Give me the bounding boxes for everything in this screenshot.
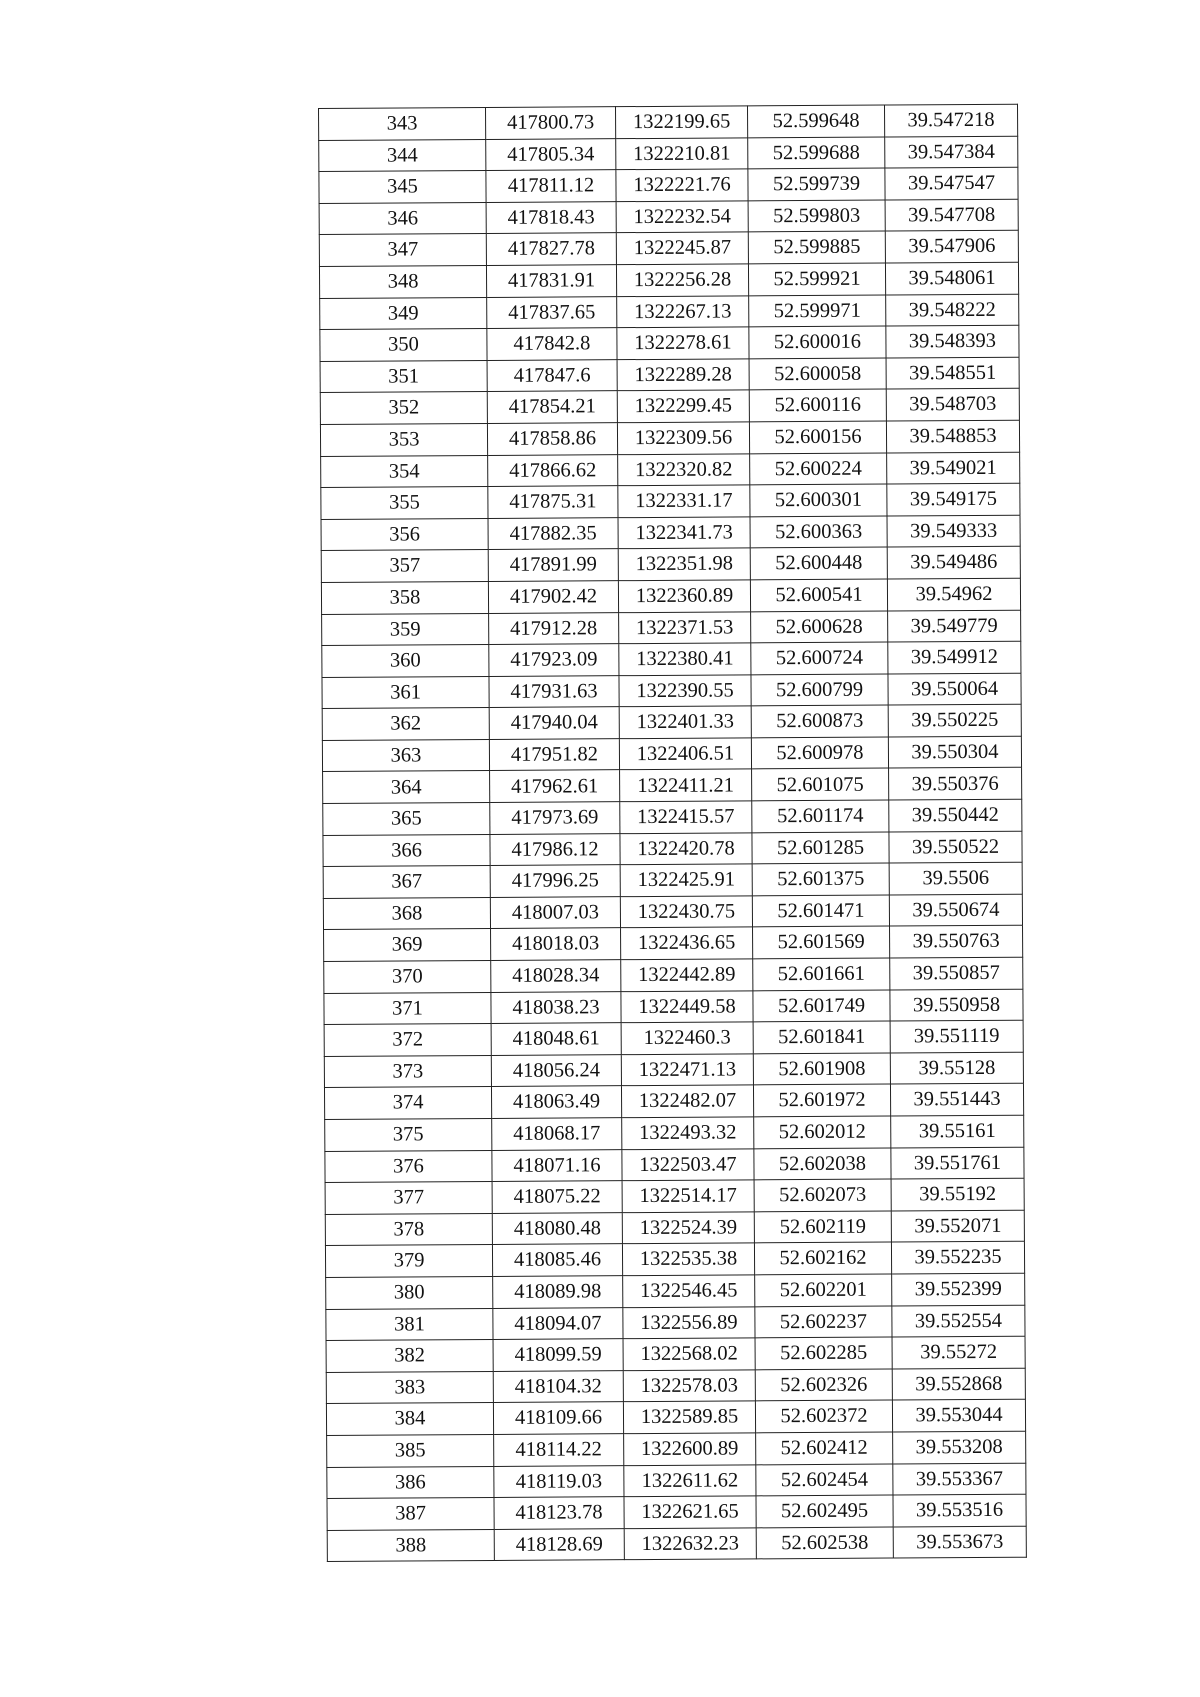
longitude-cell: 39.55272 — [892, 1336, 1025, 1368]
y-coordinate-cell: 1322503.47 — [622, 1148, 754, 1180]
table-row — [326, 1273, 1025, 1309]
longitude-cell: 39.553208 — [893, 1431, 1026, 1463]
latitude-cell: 52.600628 — [751, 611, 888, 643]
longitude-cell: 39.5506 — [889, 862, 1022, 894]
latitude-cell: 52.599803 — [748, 200, 885, 232]
latitude-cell: 52.602038 — [754, 1148, 891, 1180]
x-coordinate-cell: 418028.34 — [491, 960, 621, 992]
coordinate-table-body — [319, 104, 1027, 1562]
x-coordinate-cell: 417842.8 — [487, 328, 617, 360]
table-row — [327, 1463, 1026, 1499]
x-coordinate-cell: 418128.69 — [494, 1528, 624, 1560]
longitude-cell: 39.547384 — [885, 136, 1018, 168]
table-row — [321, 515, 1020, 551]
latitude-cell: 52.600058 — [749, 358, 886, 390]
point-number-cell: 360 — [322, 645, 489, 678]
latitude-cell: 52.600541 — [750, 579, 887, 611]
point-number-cell: 373 — [324, 1055, 491, 1088]
x-coordinate-cell: 417940.04 — [489, 707, 619, 739]
point-number-cell: 364 — [323, 771, 490, 804]
latitude-cell: 52.599885 — [748, 231, 885, 263]
point-number-cell: 351 — [320, 360, 487, 393]
table-row — [323, 862, 1022, 898]
point-number-cell: 382 — [326, 1340, 493, 1373]
latitude-cell: 52.599648 — [747, 105, 884, 137]
longitude-cell: 39.54962 — [887, 578, 1020, 610]
y-coordinate-cell: 1322556.89 — [623, 1306, 755, 1338]
y-coordinate-cell: 1322360.89 — [618, 580, 750, 612]
point-number-cell: 372 — [324, 1024, 491, 1057]
table-row — [327, 1431, 1026, 1467]
longitude-cell: 39.547906 — [885, 231, 1018, 263]
longitude-cell: 39.550674 — [889, 894, 1022, 926]
x-coordinate-cell: 417902.42 — [488, 581, 618, 613]
point-number-cell: 385 — [327, 1434, 494, 1467]
point-number-cell: 347 — [319, 234, 486, 267]
x-coordinate-cell: 418080.48 — [492, 1212, 622, 1244]
point-number-cell: 380 — [326, 1276, 493, 1309]
latitude-cell: 52.602454 — [756, 1464, 893, 1496]
table-row — [319, 104, 1018, 140]
x-coordinate-cell: 417912.28 — [489, 612, 619, 644]
longitude-cell: 39.549912 — [888, 641, 1021, 673]
x-coordinate-cell: 417837.65 — [487, 296, 617, 328]
y-coordinate-cell: 1322221.76 — [616, 169, 748, 201]
x-coordinate-cell: 417811.12 — [486, 170, 616, 202]
latitude-cell: 52.601569 — [753, 926, 890, 958]
table-row — [319, 136, 1018, 172]
y-coordinate-cell: 1322621.65 — [624, 1496, 756, 1528]
longitude-cell: 39.551443 — [890, 1084, 1023, 1116]
x-coordinate-cell: 418119.03 — [494, 1465, 624, 1497]
latitude-cell: 52.600363 — [750, 516, 887, 548]
longitude-cell: 39.548393 — [886, 325, 1019, 357]
latitude-cell: 52.600156 — [749, 421, 886, 453]
x-coordinate-cell: 418109.66 — [493, 1402, 623, 1434]
latitude-cell: 52.602201 — [755, 1274, 892, 1306]
y-coordinate-cell: 1322482.07 — [621, 1085, 753, 1117]
table-row — [324, 1084, 1023, 1120]
point-number-cell: 358 — [321, 581, 488, 614]
point-number-cell: 371 — [324, 992, 491, 1025]
point-number-cell: 356 — [321, 518, 488, 551]
table-row — [322, 704, 1021, 740]
table-row — [323, 831, 1022, 867]
longitude-cell: 39.549175 — [887, 483, 1020, 515]
point-number-cell: 354 — [321, 455, 488, 488]
latitude-cell: 52.600224 — [750, 453, 887, 485]
y-coordinate-cell: 1322415.57 — [620, 801, 752, 833]
x-coordinate-cell: 417973.69 — [490, 802, 620, 834]
longitude-cell: 39.550522 — [889, 831, 1022, 863]
point-number-cell: 375 — [325, 1118, 492, 1151]
x-coordinate-cell: 417805.34 — [486, 138, 616, 170]
point-number-cell: 368 — [323, 897, 490, 930]
point-number-cell: 388 — [327, 1529, 494, 1562]
point-number-cell: 365 — [323, 803, 490, 836]
table-row — [324, 1052, 1023, 1088]
table-row — [319, 231, 1018, 267]
table-row — [322, 610, 1021, 646]
latitude-cell: 52.602162 — [754, 1242, 891, 1274]
table-row — [323, 799, 1022, 835]
latitude-cell: 52.602237 — [755, 1306, 892, 1338]
longitude-cell: 39.549333 — [887, 515, 1020, 547]
x-coordinate-cell: 418007.03 — [490, 897, 620, 929]
y-coordinate-cell: 1322578.03 — [623, 1370, 755, 1402]
table-row — [322, 736, 1021, 772]
latitude-cell: 52.601375 — [752, 863, 889, 895]
y-coordinate-cell: 1322299.45 — [617, 390, 749, 422]
point-number-cell: 357 — [321, 550, 488, 583]
longitude-cell: 39.550958 — [890, 989, 1023, 1021]
longitude-cell: 39.550442 — [889, 799, 1022, 831]
point-number-cell: 366 — [323, 834, 490, 867]
point-number-cell: 384 — [326, 1403, 493, 1436]
longitude-cell: 39.548551 — [886, 357, 1019, 389]
table-row — [319, 199, 1018, 235]
latitude-cell: 52.600301 — [750, 484, 887, 516]
y-coordinate-cell: 1322401.33 — [619, 706, 751, 738]
table-row — [321, 483, 1020, 519]
table-row — [324, 1020, 1023, 1056]
latitude-cell: 52.599688 — [748, 137, 885, 169]
longitude-cell: 39.549486 — [887, 547, 1020, 579]
y-coordinate-cell: 1322471.13 — [621, 1054, 753, 1086]
table-row — [322, 641, 1021, 677]
y-coordinate-cell: 1322380.41 — [619, 643, 751, 675]
longitude-cell: 39.550225 — [888, 704, 1021, 736]
point-number-cell: 353 — [320, 423, 487, 456]
y-coordinate-cell: 1322449.58 — [621, 990, 753, 1022]
point-number-cell: 383 — [326, 1371, 493, 1404]
x-coordinate-cell: 418104.32 — [493, 1370, 623, 1402]
y-coordinate-cell: 1322514.17 — [622, 1180, 754, 1212]
point-number-cell: 359 — [322, 613, 489, 646]
latitude-cell: 52.602119 — [754, 1211, 891, 1243]
x-coordinate-cell: 417818.43 — [486, 201, 616, 233]
longitude-cell: 39.553516 — [893, 1494, 1026, 1526]
x-coordinate-cell: 418056.24 — [491, 1054, 621, 1086]
longitude-cell: 39.55128 — [890, 1052, 1023, 1084]
y-coordinate-cell: 1322278.61 — [617, 327, 749, 359]
x-coordinate-cell: 417858.86 — [487, 423, 617, 455]
table-row — [326, 1368, 1025, 1404]
y-coordinate-cell: 1322430.75 — [620, 896, 752, 928]
longitude-cell: 39.549779 — [888, 610, 1021, 642]
point-number-cell: 345 — [319, 171, 486, 204]
latitude-cell: 52.601841 — [753, 1021, 890, 1053]
longitude-cell: 39.547708 — [885, 199, 1018, 231]
x-coordinate-cell: 417996.25 — [490, 865, 620, 897]
table-row — [320, 389, 1019, 425]
x-coordinate-cell: 417882.35 — [488, 517, 618, 549]
y-coordinate-cell: 1322320.82 — [618, 453, 750, 485]
table-row — [327, 1494, 1026, 1530]
point-number-cell: 379 — [325, 1245, 492, 1278]
latitude-cell: 52.600448 — [750, 547, 887, 579]
point-number-cell: 349 — [320, 297, 487, 330]
longitude-cell: 39.550304 — [888, 736, 1021, 768]
longitude-cell: 39.548703 — [886, 389, 1019, 421]
x-coordinate-cell: 418075.22 — [492, 1181, 622, 1213]
table-row — [320, 420, 1019, 456]
x-coordinate-cell: 418018.03 — [491, 928, 621, 960]
longitude-cell: 39.552554 — [892, 1305, 1025, 1337]
latitude-cell: 52.599971 — [749, 295, 886, 327]
longitude-cell: 39.553044 — [892, 1400, 1025, 1432]
point-number-cell: 363 — [322, 739, 489, 772]
latitude-cell: 52.602538 — [756, 1527, 893, 1559]
latitude-cell: 52.602012 — [754, 1116, 891, 1148]
table-row — [326, 1305, 1025, 1341]
longitude-cell: 39.550064 — [888, 673, 1021, 705]
latitude-cell: 52.600873 — [751, 705, 888, 737]
x-coordinate-cell: 418094.07 — [493, 1307, 623, 1339]
table-row — [319, 167, 1018, 203]
x-coordinate-cell: 418099.59 — [493, 1339, 623, 1371]
table-row — [321, 547, 1020, 583]
latitude-cell: 52.600116 — [749, 389, 886, 421]
point-number-cell: 361 — [322, 676, 489, 709]
y-coordinate-cell: 1322371.53 — [619, 611, 751, 643]
point-number-cell: 386 — [327, 1466, 494, 1499]
table-row — [326, 1336, 1025, 1372]
y-coordinate-cell: 1322546.45 — [623, 1275, 755, 1307]
longitude-cell: 39.548222 — [886, 294, 1019, 326]
y-coordinate-cell: 1322568.02 — [623, 1338, 755, 1370]
longitude-cell: 39.551119 — [890, 1020, 1023, 1052]
table-row — [321, 452, 1020, 488]
table-row — [325, 1210, 1024, 1246]
latitude-cell: 52.601749 — [753, 990, 890, 1022]
latitude-cell: 52.601661 — [753, 958, 890, 990]
point-number-cell: 355 — [321, 487, 488, 520]
y-coordinate-cell: 1322524.39 — [622, 1212, 754, 1244]
latitude-cell: 52.602285 — [755, 1337, 892, 1369]
x-coordinate-cell: 417854.21 — [487, 391, 617, 423]
y-coordinate-cell: 1322600.89 — [624, 1433, 756, 1465]
latitude-cell: 52.599739 — [748, 168, 885, 200]
x-coordinate-cell: 417891.99 — [488, 549, 618, 581]
longitude-cell: 39.550763 — [890, 926, 1023, 958]
point-number-cell: 387 — [327, 1498, 494, 1531]
y-coordinate-cell: 1322406.51 — [619, 738, 751, 770]
table-row — [323, 768, 1022, 804]
latitude-cell: 52.602326 — [755, 1369, 892, 1401]
y-coordinate-cell: 1322411.21 — [620, 769, 752, 801]
x-coordinate-cell: 418048.61 — [491, 1023, 621, 1055]
latitude-cell: 52.601075 — [752, 768, 889, 800]
x-coordinate-cell: 417831.91 — [486, 265, 616, 297]
longitude-cell: 39.553367 — [893, 1463, 1026, 1495]
table-row — [321, 578, 1020, 614]
y-coordinate-cell: 1322420.78 — [620, 833, 752, 865]
point-number-cell: 362 — [322, 708, 489, 741]
table-row — [324, 926, 1023, 962]
table-row — [327, 1526, 1026, 1562]
y-coordinate-cell: 1322442.89 — [621, 959, 753, 991]
point-number-cell: 378 — [325, 1213, 492, 1246]
x-coordinate-cell: 418068.17 — [492, 1118, 622, 1150]
longitude-cell: 39.55192 — [891, 1178, 1024, 1210]
longitude-cell: 39.55161 — [891, 1115, 1024, 1147]
table-row — [324, 989, 1023, 1025]
longitude-cell: 39.552071 — [891, 1210, 1024, 1242]
y-coordinate-cell: 1322436.65 — [621, 927, 753, 959]
x-coordinate-cell: 417962.61 — [490, 770, 620, 802]
latitude-cell: 52.600016 — [749, 326, 886, 358]
table-row — [325, 1115, 1024, 1151]
longitude-cell: 39.553673 — [893, 1526, 1026, 1558]
longitude-cell: 39.551761 — [891, 1147, 1024, 1179]
point-number-cell: 343 — [319, 107, 486, 140]
point-number-cell: 370 — [324, 960, 491, 993]
latitude-cell: 52.600724 — [751, 642, 888, 674]
y-coordinate-cell: 1322425.91 — [620, 864, 752, 896]
table-row — [325, 1178, 1024, 1214]
y-coordinate-cell: 1322210.81 — [616, 137, 748, 169]
table-row — [319, 262, 1018, 298]
x-coordinate-cell: 418071.16 — [492, 1149, 622, 1181]
table-row — [324, 957, 1023, 993]
point-number-cell: 348 — [319, 265, 486, 298]
latitude-cell: 52.601285 — [752, 832, 889, 864]
x-coordinate-cell: 418089.98 — [493, 1276, 623, 1308]
y-coordinate-cell: 1322611.62 — [624, 1464, 756, 1496]
longitude-cell: 39.552235 — [891, 1242, 1024, 1274]
y-coordinate-cell: 1322351.98 — [618, 548, 750, 580]
longitude-cell: 39.552399 — [892, 1273, 1025, 1305]
y-coordinate-cell: 1322589.85 — [623, 1401, 755, 1433]
table-row — [320, 325, 1019, 361]
y-coordinate-cell: 1322331.17 — [618, 485, 750, 517]
longitude-cell: 39.550376 — [889, 768, 1022, 800]
longitude-cell: 39.548061 — [885, 262, 1018, 294]
x-coordinate-cell: 418085.46 — [492, 1244, 622, 1276]
x-coordinate-cell: 417986.12 — [490, 833, 620, 865]
longitude-cell: 39.550857 — [890, 957, 1023, 989]
latitude-cell: 52.601908 — [753, 1053, 890, 1085]
latitude-cell: 52.601174 — [752, 800, 889, 832]
point-number-cell: 352 — [320, 392, 487, 425]
y-coordinate-cell: 1322245.87 — [616, 232, 748, 264]
table-row — [326, 1400, 1025, 1436]
table-row — [320, 294, 1019, 330]
x-coordinate-cell: 417866.62 — [488, 454, 618, 486]
y-coordinate-cell: 1322493.32 — [622, 1117, 754, 1149]
point-number-cell: 346 — [319, 202, 486, 235]
x-coordinate-cell: 418123.78 — [494, 1497, 624, 1529]
latitude-cell: 52.601972 — [753, 1084, 890, 1116]
y-coordinate-cell: 1322390.55 — [619, 675, 751, 707]
point-number-cell: 376 — [325, 1150, 492, 1183]
x-coordinate-cell: 417800.73 — [485, 107, 615, 139]
point-number-cell: 344 — [319, 139, 486, 172]
latitude-cell: 52.602073 — [754, 1179, 891, 1211]
table-row — [325, 1147, 1024, 1183]
table-row — [323, 894, 1022, 930]
latitude-cell: 52.602412 — [756, 1432, 893, 1464]
longitude-cell: 39.547547 — [885, 167, 1018, 199]
point-number-cell: 350 — [320, 329, 487, 362]
latitude-cell: 52.600799 — [751, 674, 888, 706]
latitude-cell: 52.602372 — [755, 1400, 892, 1432]
table-row — [322, 673, 1021, 709]
latitude-cell: 52.599921 — [748, 263, 885, 295]
x-coordinate-cell: 417951.82 — [489, 739, 619, 771]
y-coordinate-cell: 1322632.23 — [624, 1528, 756, 1560]
y-coordinate-cell: 1322289.28 — [617, 359, 749, 391]
x-coordinate-cell: 417931.63 — [489, 675, 619, 707]
y-coordinate-cell: 1322309.56 — [617, 422, 749, 454]
y-coordinate-cell: 1322267.13 — [617, 295, 749, 327]
point-number-cell: 367 — [323, 866, 490, 899]
point-number-cell: 381 — [326, 1308, 493, 1341]
y-coordinate-cell: 1322341.73 — [618, 517, 750, 549]
y-coordinate-cell: 1322535.38 — [622, 1243, 754, 1275]
y-coordinate-cell: 1322232.54 — [616, 201, 748, 233]
x-coordinate-cell: 418038.23 — [491, 991, 621, 1023]
longitude-cell: 39.552868 — [892, 1368, 1025, 1400]
latitude-cell: 52.602495 — [756, 1495, 893, 1527]
y-coordinate-cell: 1322256.28 — [616, 264, 748, 296]
longitude-cell: 39.547218 — [884, 104, 1017, 136]
x-coordinate-cell: 418114.22 — [494, 1434, 624, 1466]
y-coordinate-cell: 1322460.3 — [621, 1022, 753, 1054]
longitude-cell: 39.548853 — [886, 420, 1019, 452]
x-coordinate-cell: 417847.6 — [487, 359, 617, 391]
table-row — [325, 1242, 1024, 1278]
x-coordinate-cell: 417923.09 — [489, 644, 619, 676]
table-row — [320, 357, 1019, 393]
latitude-cell: 52.600978 — [751, 737, 888, 769]
x-coordinate-cell: 417875.31 — [488, 486, 618, 518]
coordinate-table — [318, 104, 1027, 1563]
point-number-cell: 377 — [325, 1182, 492, 1215]
longitude-cell: 39.549021 — [887, 452, 1020, 484]
x-coordinate-cell: 417827.78 — [486, 233, 616, 265]
point-number-cell: 369 — [324, 929, 491, 962]
y-coordinate-cell: 1322199.65 — [615, 106, 747, 138]
x-coordinate-cell: 418063.49 — [491, 1086, 621, 1118]
point-number-cell: 374 — [324, 1087, 491, 1120]
latitude-cell: 52.601471 — [752, 895, 889, 927]
